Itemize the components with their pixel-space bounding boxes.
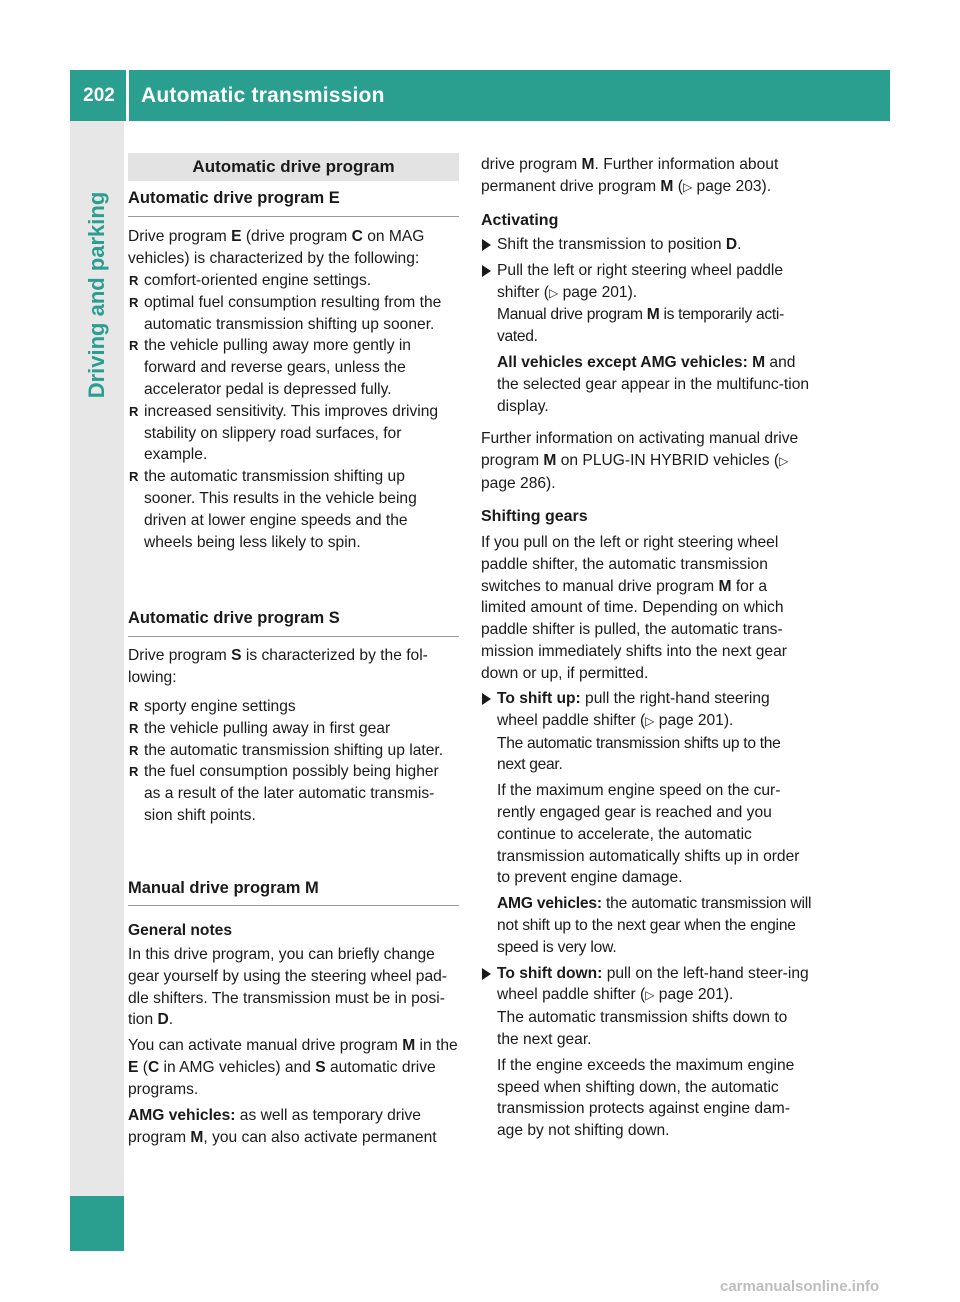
list-item: R comfort-oriented engine settings. bbox=[128, 270, 459, 292]
page-ref-icon: ▷ bbox=[549, 285, 559, 300]
page-title: Automatic transmission bbox=[141, 84, 385, 107]
list-item: R the vehicle pulling away more gently in forward and reverse gears, unless the accelerator pedal is depressed fully. bbox=[128, 335, 459, 400]
list-item: R the vehicle pulling away in first gear bbox=[128, 718, 459, 740]
program-s-list bbox=[128, 696, 459, 827]
further-info: Further information on activating manual drive program M on PLUG-IN HYBRID vehicles (▷ page 286). bbox=[481, 430, 799, 492]
step-note-amg: AMG vehicles: the automatic transmission will not shift up to the next gear when the engine speed is very low. bbox=[497, 895, 812, 956]
program-e-intro: Drive program E (drive program C on MAG vehicles) is characterized by the following: bbox=[128, 228, 425, 267]
chapter-label: Driving and parking bbox=[84, 191, 109, 399]
program-e-list bbox=[128, 270, 459, 553]
list-item: R optimal fuel consumption resulting from the automatic transmission shifting up sooner. bbox=[128, 292, 459, 336]
watermark: carmanualsonline.info bbox=[720, 1278, 880, 1295]
shifting-steps bbox=[481, 688, 812, 1142]
step-arrow-icon bbox=[482, 239, 491, 251]
list-item: R the automatic transmission shifting up later. bbox=[128, 740, 459, 762]
shifting-intro: If you pull on the left or right steering wheel paddle shifter, the automatic transmission switches to manual drive program M for a limited amount of time. Depending on which paddle shifter is pulled, the automatic trans-mission immediately shifts into the next gear down or up, if permitted. bbox=[481, 534, 787, 682]
step-note: Manual drive program M is temporarily acti-vated. bbox=[497, 306, 784, 346]
page-ref-icon: ▷ bbox=[645, 988, 655, 1003]
section-heading-band: Automatic drive program bbox=[128, 153, 459, 181]
step-arrow-icon bbox=[482, 968, 491, 980]
heading-program-m: Manual drive program M bbox=[128, 879, 319, 897]
page-ref-icon: ▷ bbox=[645, 713, 655, 728]
divider bbox=[128, 636, 459, 637]
list-item: R increased sensitivity. This improves driving stability on slippery road surfaces, for example. bbox=[128, 401, 459, 466]
page-ref-icon: ▷ bbox=[779, 453, 789, 468]
header-divider bbox=[126, 70, 129, 121]
heading-program-s: Automatic drive program S bbox=[128, 609, 340, 627]
activating-steps bbox=[481, 234, 812, 417]
continued-text: drive program M. Further information about permanent drive program M (▷ page 203). bbox=[481, 156, 779, 195]
step-note: If the maximum engine speed on the cur-rently engaged gear is reached and you continue to accelerate, the automatic transmission automatically shifts up in order to prevent engine damage. bbox=[497, 782, 800, 887]
step-arrow-icon bbox=[482, 693, 491, 705]
general-notes-p2: You can activate manual drive program M in the E (C in AMG vehicles) and S automatic drive programs. bbox=[128, 1037, 458, 1098]
step-item: To shift up: pull the right-hand steering wheel paddle shifter (▷ page 201). The automatic transmission shifts up to the next gear. If the maximum engine speed on the cur-rently engaged gear is reached and you continue to accelerate, the automatic transmission automatically shifts up in order to prevent engine damage. AMG vehicles: the automatic transmission will not shift up to the next gear when the engine speed is very low. bbox=[481, 688, 812, 959]
step-item: To shift down: pull on the left-hand steer-ing wheel paddle shifter (▷ page 201). The automatic transmission shifts down to the next gear. If the engine exceeds the maximum engine speed when shifting down, the automatic transmission protects against engine dam-age by not shifting down. bbox=[481, 963, 812, 1142]
list-item: R the fuel consumption possibly being higher as a result of the later automatic transmis-sion shift points. bbox=[128, 761, 459, 826]
program-s-intro: Drive program S is characterized by the fol-lowing: bbox=[128, 647, 428, 686]
list-item: R sporty engine settings bbox=[128, 696, 459, 718]
general-notes-p1: In this drive program, you can briefly change gear yourself by using the steering wheel pad-dle shifters. The transmission must be in posi-tion D. bbox=[128, 946, 447, 1029]
step-note: If the engine exceeds the maximum engine speed when shifting down, the automatic transmission protects against engine dam-age by not shifting down. bbox=[497, 1056, 795, 1140]
general-notes-p3: AMG vehicles: as well as temporary drive program M, you can also activate permanent bbox=[128, 1107, 437, 1146]
divider bbox=[128, 216, 459, 217]
page-number: 202 bbox=[83, 85, 115, 106]
chapter-label-container bbox=[70, 130, 124, 460]
heading-program-e: Automatic drive program E bbox=[128, 189, 340, 207]
step-note-amg: All vehicles except AMG vehicles: M and the selected gear appear in the multifunc-tion display. bbox=[497, 353, 810, 415]
chapter-marker bbox=[70, 1196, 124, 1251]
step-item: Pull the left or right steering wheel paddle shifter (▷ page 201). Manual drive program M is temporarily acti-vated. All vehicles except AMG vehicles: M and the selected gear appear in the multifunc-tion display. bbox=[481, 260, 812, 418]
step-item: Shift the transmission to position D. bbox=[481, 234, 812, 256]
divider bbox=[128, 905, 459, 906]
heading-shifting: Shifting gears bbox=[481, 508, 588, 525]
list-item: R the automatic transmission shifting up sooner. This results in the vehicle being driven at lower engine speeds and the wheels being less likely to spin. bbox=[128, 466, 459, 553]
page-ref-icon: ▷ bbox=[682, 179, 693, 194]
step-note: The automatic transmission shifts up to the next gear. bbox=[497, 734, 781, 774]
step-note: The automatic transmission shifts down to the next gear. bbox=[497, 1009, 788, 1048]
step-arrow-icon bbox=[482, 265, 491, 277]
general-notes-heading: General notes bbox=[128, 922, 232, 939]
heading-activating: Activating bbox=[481, 212, 559, 229]
